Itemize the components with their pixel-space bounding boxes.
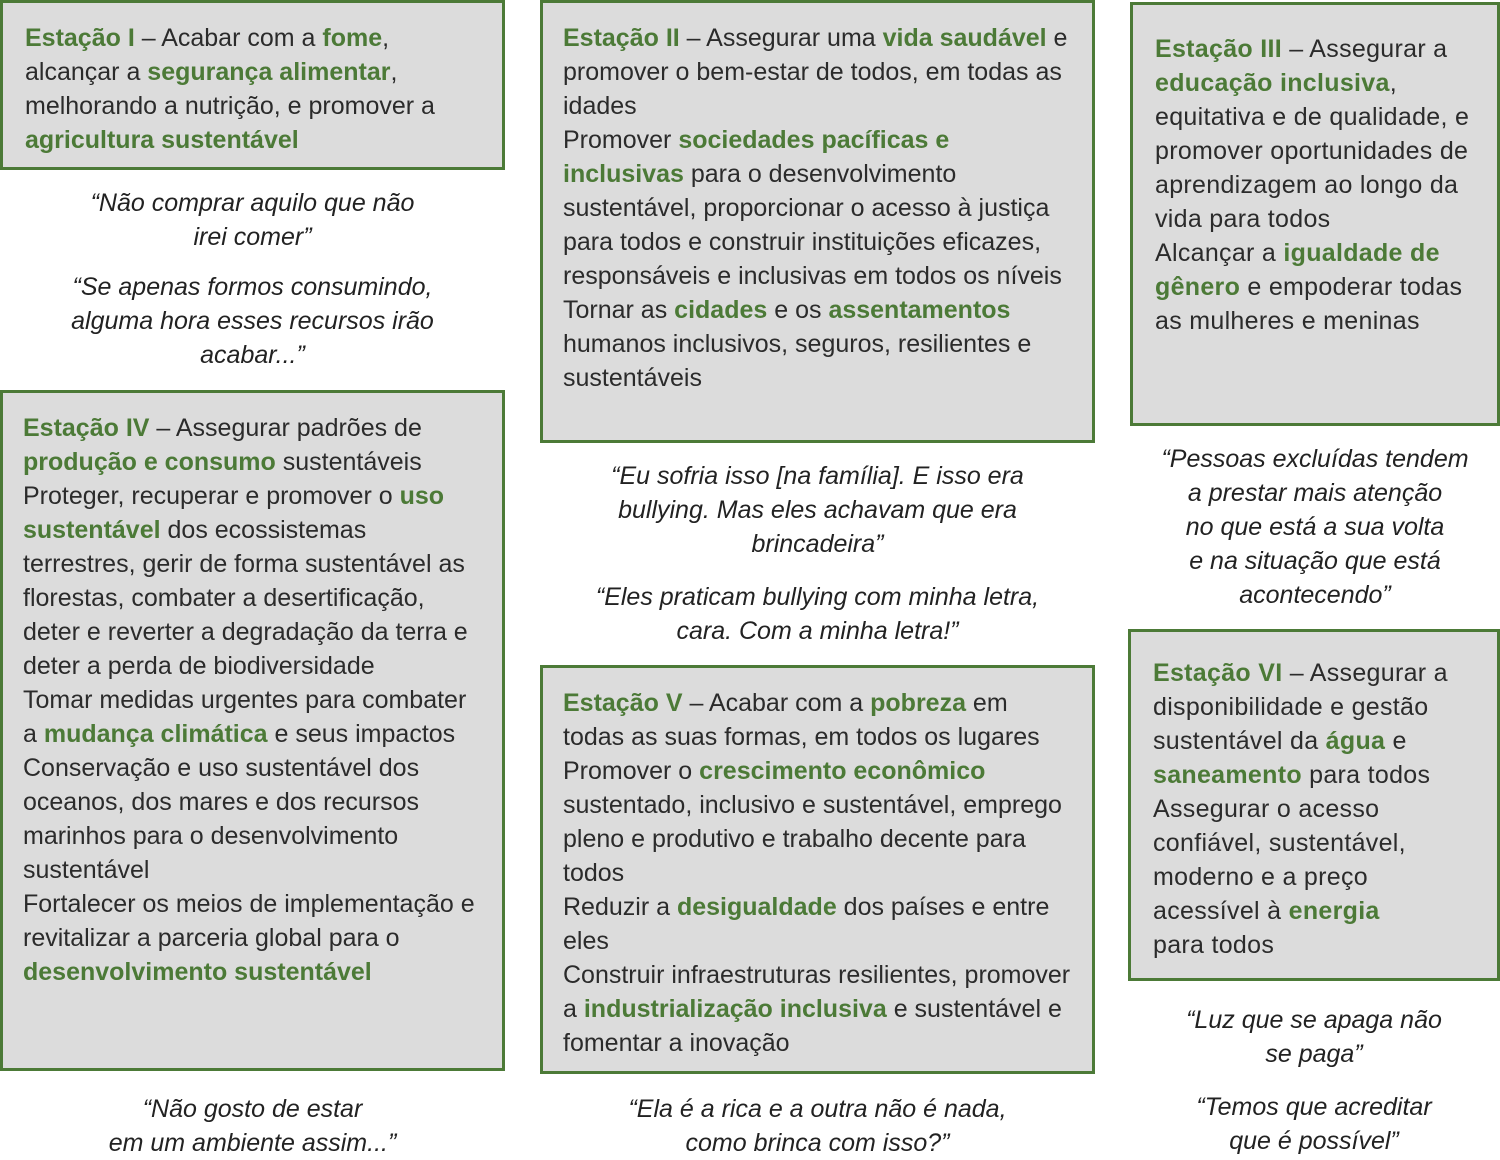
- station-4-box: [0, 390, 505, 1071]
- s4-text: e seus impactos: [267, 720, 456, 748]
- s6-highlight: saneamento: [1153, 761, 1302, 789]
- s4-text: – Assegurar padrões de: [149, 414, 422, 442]
- s6-text: Assegurar o acesso confiável, sustentável, moderno e a preço acessível à: [1153, 795, 1406, 925]
- s2-text: Promover: [563, 126, 679, 154]
- s2-paragraph: [563, 123, 1072, 293]
- station-5-box: [540, 665, 1095, 1074]
- s2-text: – Assegurar uma: [679, 24, 883, 52]
- s2-text: e os: [767, 296, 829, 324]
- s4-highlight: Estação IV: [23, 414, 150, 442]
- s2-text: Tornar as: [563, 296, 675, 324]
- s4-highlight: desenvolvimento sustentável: [23, 958, 372, 986]
- s5-paragraph: [563, 686, 1072, 754]
- s5-highlight: Estação V: [563, 689, 683, 717]
- s2-highlight: cidades: [674, 296, 768, 324]
- s3-highlight: educação inclusiva: [1155, 69, 1390, 97]
- quote-station-2b: “Eles praticam bullying com minha letra, cara. Com a minha letra!”: [595, 583, 1040, 645]
- s1-text: , alcançar a: [25, 24, 390, 86]
- s1-text: – Acabar com a: [134, 24, 323, 52]
- s2-text: e promover o bem-estar de todos, em todas as idades: [563, 24, 1068, 120]
- s2-paragraph: [563, 293, 1072, 395]
- s3-text: Alcançar a: [1155, 239, 1284, 267]
- s6-highlight: Estação VI: [1153, 659, 1283, 687]
- s4-paragraph: [23, 751, 482, 887]
- s5-text: Reduzir a: [563, 893, 677, 921]
- quote-station-1a: “Não comprar aquilo que não irei comer”: [90, 189, 415, 251]
- s2-highlight: assentamentos: [828, 296, 1011, 324]
- s4-text: Proteger, recuperar e promover o: [23, 482, 400, 510]
- quote-station-6b: “Temos que acreditar que é possível”: [1196, 1093, 1432, 1155]
- s2-text: para o desenvolvimento sustentável, proporcionar o acesso à justiça para todos e construir instituições eficazes, responsáveis e inclusivas em todos os níveis: [563, 160, 1062, 290]
- quote-station-1b: “Se apenas formos consumindo, alguma hora esses recursos irão acabar...”: [71, 273, 434, 369]
- s5-highlight: pobreza: [870, 689, 966, 717]
- s1-text: , melhorando a nutrição, e promover a: [25, 58, 435, 120]
- s3-paragraph: [1155, 32, 1475, 236]
- quote-station-5a: “Ela é a rica e a outra não é nada, como brinca com isso?”: [628, 1095, 1007, 1157]
- s6-highlight: água: [1325, 727, 1386, 755]
- s5-paragraph: [563, 754, 1072, 890]
- quote-station-3a: “Pessoas excluídas tendem a prestar mais atenção no que está a sua volta e na situação que está acontecendo”: [1161, 445, 1469, 609]
- quote-station-4a: “Não gosto de estar em um ambiente assim...”: [108, 1095, 397, 1157]
- s6-text: e: [1385, 727, 1407, 755]
- s5-highlight: industrialização inclusiva: [583, 995, 887, 1023]
- s5-text: e sustentável e fomentar a inovação: [563, 995, 1062, 1057]
- s2-text: humanos inclusivos, seguros, resilientes e sustentáveis: [563, 330, 1032, 392]
- s6-highlight: energia: [1288, 897, 1380, 925]
- s5-paragraph: [563, 890, 1072, 958]
- station-6-box: [1128, 629, 1500, 981]
- s4-highlight: uso sustentável: [23, 482, 445, 544]
- s5-text: – Acabar com a: [682, 689, 871, 717]
- s2-highlight: vida saudável: [882, 24, 1047, 52]
- s4-highlight: produção e consumo: [23, 448, 276, 476]
- s1-highlight: agricultura sustentável: [25, 126, 299, 154]
- s4-paragraph: [23, 887, 482, 989]
- s5-paragraph: [563, 958, 1072, 1060]
- s1-paragraph: [25, 21, 480, 157]
- s4-text: Conservação e uso sustentável dos oceanos, dos mares e dos recursos marinhos para o desenvolvimento sustentável: [23, 754, 420, 884]
- quote-station-6a: “Luz que se apaga não se paga”: [1186, 1006, 1442, 1068]
- s4-text: sustentáveis: [275, 448, 422, 476]
- s3-text: e empoderar todas as mulheres e meninas: [1155, 273, 1463, 335]
- s6-text: para todos: [1153, 931, 1275, 959]
- s5-text: sustentado, inclusivo e sustentável, emprego pleno e produtivo e trabalho decente para todos: [563, 791, 1062, 887]
- s5-highlight: crescimento econômico: [699, 757, 986, 785]
- s5-text: Construir infraestruturas resilientes, promover a: [563, 961, 1071, 1023]
- s4-paragraph: [23, 411, 482, 479]
- s1-highlight: fome: [322, 24, 383, 52]
- s1-highlight: Estação I: [25, 24, 135, 52]
- s3-text: , equitativa e de qualidade, e promover oportunidades de aprendizagem ao longo da vida para todos: [1155, 69, 1470, 233]
- s3-paragraph: [1155, 236, 1475, 338]
- s6-paragraph: [1153, 656, 1475, 792]
- s3-highlight: igualdade de gênero: [1155, 239, 1440, 301]
- s3-text: – Assegurar a: [1281, 35, 1448, 63]
- s4-paragraph: [23, 479, 482, 683]
- s6-text: para todos: [1301, 761, 1431, 789]
- s5-text: Promover o: [563, 757, 700, 785]
- s6-paragraph: [1153, 792, 1475, 962]
- s4-paragraph: [23, 683, 482, 751]
- s4-text: dos ecossistemas terrestres, gerir de forma sustentável as florestas, combater a desertificação, deter e reverter a degradação da terra e deter a perda de biodiversidade: [23, 516, 468, 680]
- s2-highlight: sociedades pacíficas e inclusivas: [563, 126, 950, 188]
- s2-paragraph: [563, 21, 1072, 123]
- s5-highlight: desigualdade: [676, 893, 837, 921]
- s6-text: – Assegurar a disponibilidade e gestão sustentável da: [1153, 659, 1448, 755]
- station-2-box: [540, 0, 1095, 443]
- s4-highlight: mudança climática: [43, 720, 268, 748]
- s2-highlight: Estação II: [563, 24, 680, 52]
- station-3-box: [1130, 2, 1500, 426]
- s1-highlight: segurança alimentar: [147, 58, 391, 86]
- station-1-box: [0, 0, 505, 170]
- s3-highlight: Estação III: [1155, 35, 1282, 63]
- s5-text: dos países e entre eles: [563, 893, 1050, 955]
- s4-text: Tomar medidas urgentes para combater a: [23, 686, 467, 748]
- s5-text: em todas as suas formas, em todos os lugares: [563, 689, 1040, 751]
- s4-text: Fortalecer os meios de implementação e revitalizar a parceria global para o: [23, 890, 475, 952]
- quote-station-2a: “Eu sofria isso [na família]. E isso era bullying. Mas eles achavam que era brincadeira”: [611, 462, 1024, 558]
